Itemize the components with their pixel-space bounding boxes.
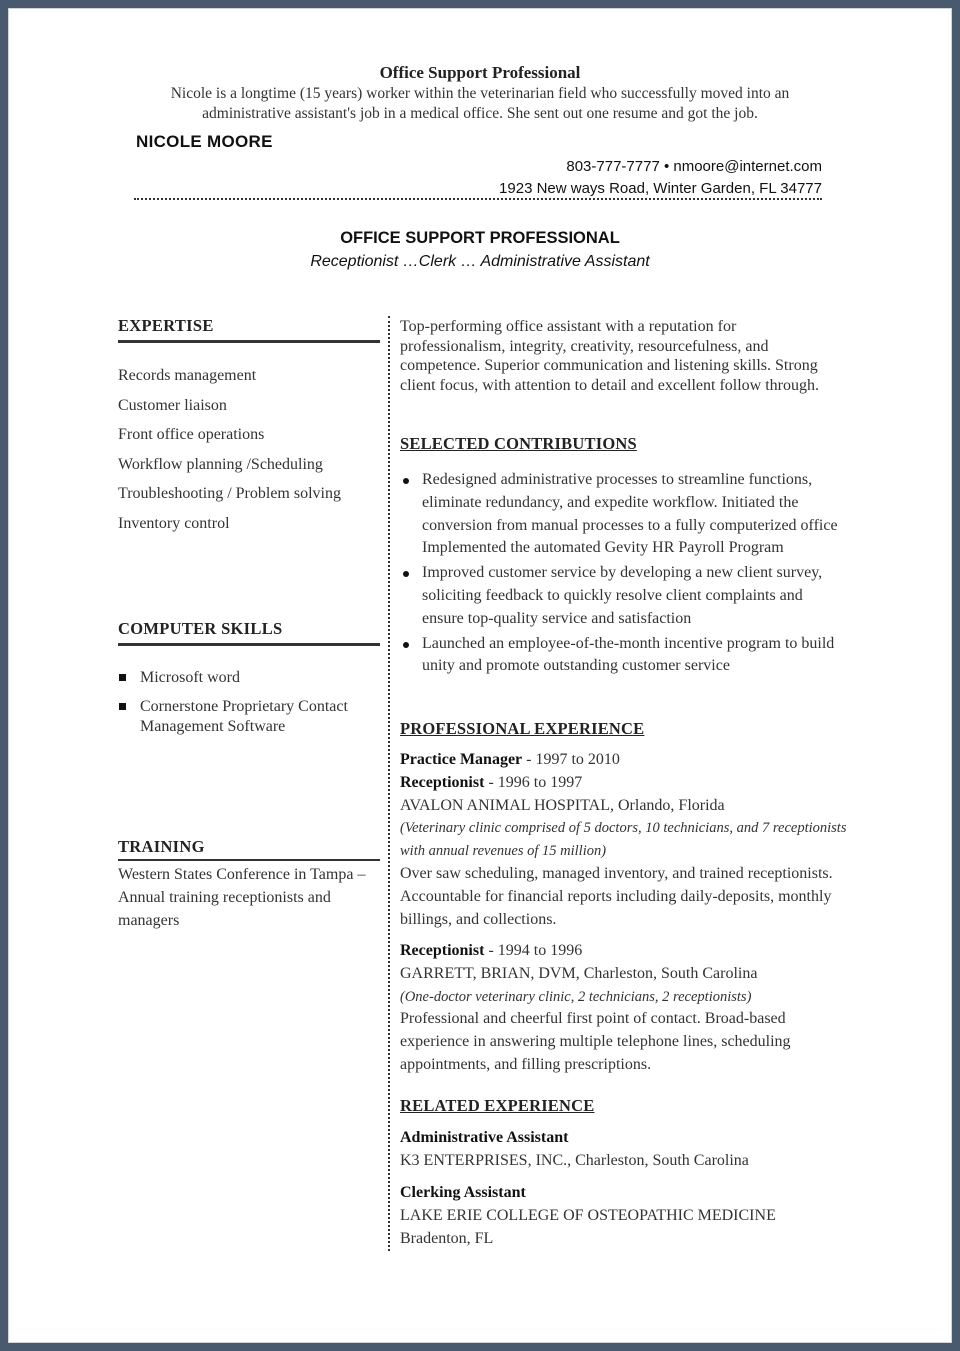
expertise-rule: [118, 340, 380, 343]
experience-entry-avalon: [400, 749, 850, 931]
computer-skills-heading: COMPUTER SKILLS: [118, 619, 283, 638]
related-entry-k3: [400, 1127, 850, 1173]
candidate-name: NICOLE MOORE: [136, 132, 273, 151]
experience-entry-garrett: [400, 940, 850, 1077]
job-employer: LAKE ERIE COLLEGE OF OSTEOPATHIC MEDICINE Bradenton, FL: [400, 1206, 776, 1247]
column-divider: [388, 316, 390, 1251]
computer-skills-list: [118, 668, 380, 746]
list-item: Workflow planning /Scheduling: [118, 455, 323, 473]
training-heading: TRAINING: [118, 837, 205, 856]
job-description: Professional and cheerful first point of contact. Broad-based experience in answering multiple telephone lines, scheduling appointments, and filling prescriptions.: [400, 1010, 791, 1073]
expertise-list: [118, 365, 341, 543]
contributions-heading: SELECTED CONTRIBUTIONS: [400, 434, 637, 453]
header-divider: [134, 198, 822, 200]
related-heading: RELATED EXPERIENCE: [400, 1096, 595, 1115]
job-note: (Veterinary clinic comprised of 5 doctors, 10 technicians, and 7 receptionists with annual revenues of 15 million): [400, 820, 847, 860]
objective-title: OFFICE SUPPORT PROFESSIONAL: [340, 229, 620, 247]
contact-phone-email: 803-777-7777 • nmoore@internet.com: [566, 158, 822, 175]
computer-skills-rule: [118, 643, 380, 646]
bullet-icon: [403, 642, 409, 648]
bullet-icon: [403, 478, 409, 484]
summary-paragraph: Top-performing office assistant with a reputation for professionalism, integrity, creativity, resourcefulness, and competence. Superior communication and listening skills. Strong client focus, with attention to detail and excellent follow through.: [400, 318, 819, 394]
bullet-icon: [403, 571, 409, 577]
objective-subtitle: Receptionist …Clerk … Administrative Assistant: [310, 253, 650, 270]
experience-heading: PROFESSIONAL EXPERIENCE: [400, 719, 645, 738]
square-bullet-icon: [119, 703, 126, 710]
job-role: Receptionist: [400, 942, 485, 959]
list-item: Improved customer service by developing a new client survey, soliciting feedback to quickly resolve client complaints and ensure top-quality service and satisfaction: [400, 562, 840, 630]
job-description: Over saw scheduling, managed inventory, and trained receptionists. Accountable for financial reports including daily-deposits, monthly billings, and collections.: [400, 864, 833, 928]
template-description: Nicole is a longtime (15 years) worker within the veterinarian field who successfully moved into an administrative assistant's job in a medical office. She sent out one resume and got the job.: [170, 85, 790, 122]
job-dates: - 1996 to 1997: [484, 773, 583, 791]
template-title: Office Support Professional: [379, 63, 581, 82]
list-item: Troubleshooting / Problem solving: [118, 485, 341, 503]
job-role: Administrative Assistant: [400, 1129, 569, 1146]
related-entry-lake-erie: [400, 1182, 840, 1250]
job-role: Clerking Assistant: [400, 1184, 526, 1201]
contact-address: 1923 New ways Road, Winter Garden, FL 34777: [499, 180, 822, 197]
list-item: Microsoft word: [118, 668, 380, 688]
list-item: Launched an employee-of-the-month incentive program to build unity and promote outstanding customer service: [400, 633, 840, 679]
expertise-heading: EXPERTISE: [118, 316, 214, 335]
list-item: Customer liaison: [118, 396, 227, 414]
job-dates: - 1994 to 1996: [484, 942, 583, 959]
square-bullet-icon: [119, 674, 126, 681]
job-role: Practice Manager: [400, 751, 523, 768]
list-item: Cornerstone Proprietary Contact Management Software: [118, 697, 380, 737]
list-item: Inventory control: [118, 514, 230, 532]
training-rule: [118, 859, 380, 861]
list-item: Front office operations: [118, 426, 265, 444]
job-employer: K3 ENTERPRISES, INC., Charleston, South Carolina: [400, 1151, 749, 1169]
job-employer: AVALON ANIMAL HOSPITAL, Orlando, Florida: [400, 796, 725, 814]
list-item: Redesigned administrative processes to streamline functions, eliminate redundancy, and expedite workflow. Initiated the conversion from manual processes to a fully computerized office Implemented the automated Gevity HR Payroll Program: [400, 469, 840, 560]
job-role: Receptionist: [400, 773, 485, 791]
job-note: (One-doctor veterinary clinic, 2 technicians, 2 receptionists): [400, 988, 752, 1005]
training-text: Western States Conference in Tampa – Annual training receptionists and managers: [118, 866, 366, 929]
list-item: Records management: [118, 367, 257, 384]
job-dates: - 1997 to 2010: [522, 751, 620, 768]
contributions-list: [400, 469, 840, 680]
job-employer: GARRETT, BRIAN, DVM, Charleston, South Carolina: [400, 964, 758, 982]
resume-page: [8, 8, 952, 1343]
contact-block: [499, 156, 822, 200]
